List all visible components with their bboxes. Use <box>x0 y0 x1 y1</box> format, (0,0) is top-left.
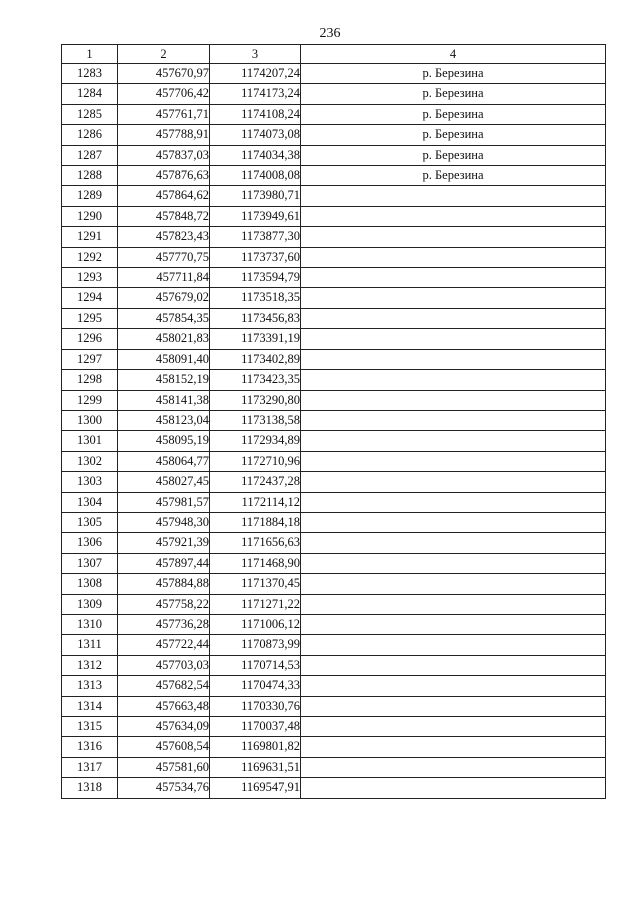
point-number-cell: 1310 <box>62 614 118 634</box>
y-coordinate-cell: 1172934,89 <box>210 431 301 451</box>
y-coordinate-cell: 1171006,12 <box>210 614 301 634</box>
table-row <box>62 594 606 614</box>
table-row <box>62 655 606 675</box>
table-row <box>62 431 606 451</box>
table-body <box>62 64 606 799</box>
point-number-cell: 1295 <box>62 308 118 328</box>
x-coordinate-cell: 457876,63 <box>118 166 210 186</box>
column-header-3: 3 <box>210 45 301 64</box>
table-row <box>62 64 606 84</box>
description-cell <box>301 451 606 471</box>
table-row <box>62 268 606 288</box>
table-row <box>62 553 606 573</box>
description-cell <box>301 757 606 777</box>
point-number-cell: 1290 <box>62 206 118 226</box>
description-cell: р. Березина <box>301 166 606 186</box>
y-coordinate-cell: 1173402,89 <box>210 349 301 369</box>
y-coordinate-cell: 1173391,19 <box>210 329 301 349</box>
y-coordinate-cell: 1170037,48 <box>210 717 301 737</box>
x-coordinate-cell: 457761,71 <box>118 104 210 124</box>
table-row <box>62 492 606 512</box>
point-number-cell: 1314 <box>62 696 118 716</box>
table-row <box>62 329 606 349</box>
point-number-cell: 1287 <box>62 145 118 165</box>
y-coordinate-cell: 1171884,18 <box>210 512 301 532</box>
y-coordinate-cell: 1171370,45 <box>210 574 301 594</box>
x-coordinate-cell: 458021,83 <box>118 329 210 349</box>
y-coordinate-cell: 1173423,35 <box>210 370 301 390</box>
table-row <box>62 410 606 430</box>
y-coordinate-cell: 1170474,33 <box>210 676 301 696</box>
x-coordinate-cell: 457581,60 <box>118 757 210 777</box>
column-header-2: 2 <box>118 45 210 64</box>
table-row <box>62 390 606 410</box>
description-cell <box>301 512 606 532</box>
description-cell <box>301 778 606 798</box>
x-coordinate-cell: 457823,43 <box>118 227 210 247</box>
table-row <box>62 635 606 655</box>
x-coordinate-cell: 457634,09 <box>118 717 210 737</box>
table-row <box>62 696 606 716</box>
y-coordinate-cell: 1174173,24 <box>210 84 301 104</box>
point-number-cell: 1309 <box>62 594 118 614</box>
x-coordinate-cell: 457682,54 <box>118 676 210 696</box>
point-number-cell: 1301 <box>62 431 118 451</box>
point-number-cell: 1313 <box>62 676 118 696</box>
point-number-cell: 1285 <box>62 104 118 124</box>
y-coordinate-cell: 1173456,83 <box>210 308 301 328</box>
y-coordinate-cell: 1174034,38 <box>210 145 301 165</box>
x-coordinate-cell: 458027,45 <box>118 472 210 492</box>
x-coordinate-cell: 457848,72 <box>118 206 210 226</box>
point-number-cell: 1304 <box>62 492 118 512</box>
table-row <box>62 778 606 798</box>
table-row <box>62 757 606 777</box>
table-row <box>62 574 606 594</box>
y-coordinate-cell: 1174207,24 <box>210 64 301 84</box>
table-row <box>62 125 606 145</box>
x-coordinate-cell: 457854,35 <box>118 308 210 328</box>
x-coordinate-cell: 457921,39 <box>118 533 210 553</box>
description-cell <box>301 533 606 553</box>
description-cell <box>301 410 606 430</box>
column-header-1: 1 <box>62 45 118 64</box>
description-cell: р. Березина <box>301 104 606 124</box>
x-coordinate-cell: 457736,28 <box>118 614 210 634</box>
y-coordinate-cell: 1172114,12 <box>210 492 301 512</box>
point-number-cell: 1307 <box>62 553 118 573</box>
point-number-cell: 1316 <box>62 737 118 757</box>
y-coordinate-cell: 1173594,79 <box>210 268 301 288</box>
x-coordinate-cell: 457837,03 <box>118 145 210 165</box>
y-coordinate-cell: 1173290,80 <box>210 390 301 410</box>
point-number-cell: 1293 <box>62 268 118 288</box>
table-row <box>62 186 606 206</box>
point-number-cell: 1311 <box>62 635 118 655</box>
description-cell <box>301 431 606 451</box>
description-cell <box>301 717 606 737</box>
y-coordinate-cell: 1174008,08 <box>210 166 301 186</box>
description-cell: р. Березина <box>301 125 606 145</box>
x-coordinate-cell: 457534,76 <box>118 778 210 798</box>
y-coordinate-cell: 1173737,60 <box>210 247 301 267</box>
description-cell <box>301 614 606 634</box>
description-cell <box>301 390 606 410</box>
description-cell <box>301 186 606 206</box>
table-row <box>62 676 606 696</box>
description-cell <box>301 308 606 328</box>
table-row <box>62 227 606 247</box>
point-number-cell: 1286 <box>62 125 118 145</box>
y-coordinate-cell: 1172710,96 <box>210 451 301 471</box>
description-cell: р. Березина <box>301 84 606 104</box>
y-coordinate-cell: 1171271,22 <box>210 594 301 614</box>
description-cell <box>301 206 606 226</box>
point-number-cell: 1302 <box>62 451 118 471</box>
x-coordinate-cell: 458152,19 <box>118 370 210 390</box>
point-number-cell: 1315 <box>62 717 118 737</box>
table-row <box>62 717 606 737</box>
point-number-cell: 1288 <box>62 166 118 186</box>
x-coordinate-cell: 457706,42 <box>118 84 210 104</box>
table-row <box>62 84 606 104</box>
y-coordinate-cell: 1169631,51 <box>210 757 301 777</box>
y-coordinate-cell: 1174108,24 <box>210 104 301 124</box>
table-row <box>62 247 606 267</box>
point-number-cell: 1305 <box>62 512 118 532</box>
y-coordinate-cell: 1172437,28 <box>210 472 301 492</box>
table-row <box>62 614 606 634</box>
point-number-cell: 1289 <box>62 186 118 206</box>
description-cell <box>301 737 606 757</box>
description-cell <box>301 288 606 308</box>
y-coordinate-cell: 1170873,99 <box>210 635 301 655</box>
x-coordinate-cell: 457679,02 <box>118 288 210 308</box>
x-coordinate-cell: 457670,97 <box>118 64 210 84</box>
description-cell: р. Березина <box>301 64 606 84</box>
y-coordinate-cell: 1170714,53 <box>210 655 301 675</box>
description-cell <box>301 370 606 390</box>
point-number-cell: 1312 <box>62 655 118 675</box>
point-number-cell: 1294 <box>62 288 118 308</box>
description-cell <box>301 227 606 247</box>
x-coordinate-cell: 457711,84 <box>118 268 210 288</box>
x-coordinate-cell: 457608,54 <box>118 737 210 757</box>
point-number-cell: 1297 <box>62 349 118 369</box>
y-coordinate-cell: 1173980,71 <box>210 186 301 206</box>
y-coordinate-cell: 1173877,30 <box>210 227 301 247</box>
y-coordinate-cell: 1173518,35 <box>210 288 301 308</box>
description-cell <box>301 247 606 267</box>
table-row <box>62 206 606 226</box>
x-coordinate-cell: 457864,62 <box>118 186 210 206</box>
point-number-cell: 1300 <box>62 410 118 430</box>
y-coordinate-cell: 1169801,82 <box>210 737 301 757</box>
table-row <box>62 308 606 328</box>
table-row <box>62 288 606 308</box>
table-row <box>62 737 606 757</box>
table-row <box>62 533 606 553</box>
table-row <box>62 349 606 369</box>
point-number-cell: 1292 <box>62 247 118 267</box>
description-cell <box>301 553 606 573</box>
x-coordinate-cell: 458141,38 <box>118 390 210 410</box>
table-row <box>62 145 606 165</box>
y-coordinate-cell: 1173138,58 <box>210 410 301 430</box>
point-number-cell: 1299 <box>62 390 118 410</box>
x-coordinate-cell: 457703,03 <box>118 655 210 675</box>
description-cell <box>301 472 606 492</box>
x-coordinate-cell: 457948,30 <box>118 512 210 532</box>
description-cell <box>301 268 606 288</box>
table-row <box>62 104 606 124</box>
table-row <box>62 472 606 492</box>
x-coordinate-cell: 457884,88 <box>118 574 210 594</box>
point-number-cell: 1291 <box>62 227 118 247</box>
description-cell <box>301 492 606 512</box>
x-coordinate-cell: 458123,04 <box>118 410 210 430</box>
description-cell: р. Березина <box>301 145 606 165</box>
point-number-cell: 1283 <box>62 64 118 84</box>
x-coordinate-cell: 458095,19 <box>118 431 210 451</box>
description-cell <box>301 635 606 655</box>
x-coordinate-cell: 457897,44 <box>118 553 210 573</box>
y-coordinate-cell: 1173949,61 <box>210 206 301 226</box>
point-number-cell: 1318 <box>62 778 118 798</box>
coordinates-table <box>61 44 606 799</box>
description-cell <box>301 594 606 614</box>
description-cell <box>301 349 606 369</box>
x-coordinate-cell: 458091,40 <box>118 349 210 369</box>
table-row <box>62 370 606 390</box>
description-cell <box>301 655 606 675</box>
point-number-cell: 1298 <box>62 370 118 390</box>
y-coordinate-cell: 1171656,63 <box>210 533 301 553</box>
table-header-row <box>62 45 606 64</box>
point-number-cell: 1303 <box>62 472 118 492</box>
point-number-cell: 1306 <box>62 533 118 553</box>
x-coordinate-cell: 457758,22 <box>118 594 210 614</box>
x-coordinate-cell: 457722,44 <box>118 635 210 655</box>
x-coordinate-cell: 458064,77 <box>118 451 210 471</box>
page-number: 236 <box>319 26 341 41</box>
point-number-cell: 1284 <box>62 84 118 104</box>
x-coordinate-cell: 457788,91 <box>118 125 210 145</box>
y-coordinate-cell: 1171468,90 <box>210 553 301 573</box>
column-header-4: 4 <box>301 45 606 64</box>
table-row <box>62 512 606 532</box>
x-coordinate-cell: 457770,75 <box>118 247 210 267</box>
table-row <box>62 166 606 186</box>
x-coordinate-cell: 457663,48 <box>118 696 210 716</box>
x-coordinate-cell: 457981,57 <box>118 492 210 512</box>
point-number-cell: 1296 <box>62 329 118 349</box>
table-row <box>62 451 606 471</box>
point-number-cell: 1308 <box>62 574 118 594</box>
y-coordinate-cell: 1174073,08 <box>210 125 301 145</box>
y-coordinate-cell: 1170330,76 <box>210 696 301 716</box>
description-cell <box>301 676 606 696</box>
description-cell <box>301 696 606 716</box>
y-coordinate-cell: 1169547,91 <box>210 778 301 798</box>
point-number-cell: 1317 <box>62 757 118 777</box>
description-cell <box>301 329 606 349</box>
description-cell <box>301 574 606 594</box>
